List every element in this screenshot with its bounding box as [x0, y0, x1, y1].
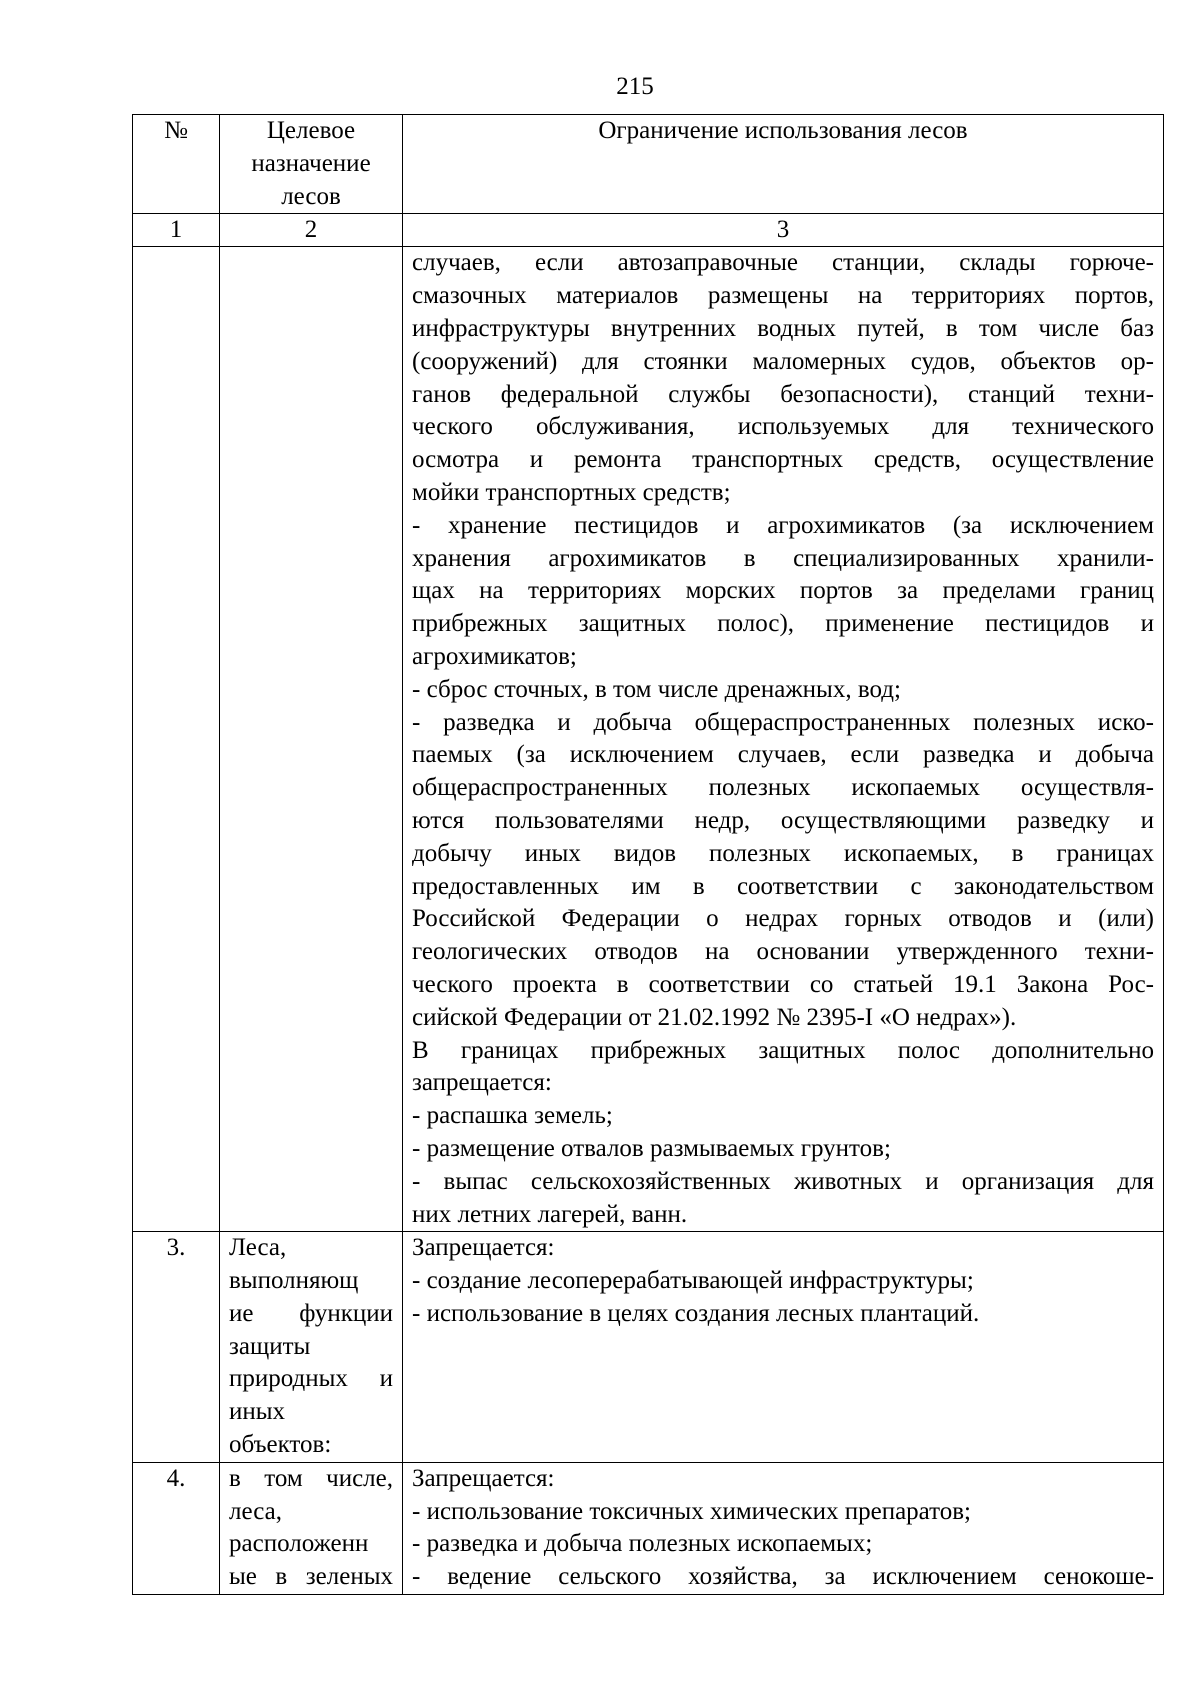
restriction-line: запрещается:: [412, 1069, 552, 1097]
restriction-line: ются пользователями недр, осуществляющими разведку и: [412, 806, 1154, 834]
restriction-line: добычу иных видов полезных ископаемых, в границах: [412, 839, 1154, 867]
restriction-line: - выпас сельскохозяйственных животных и организация для: [412, 1167, 1154, 1195]
forest-purpose-cell: [220, 1462, 403, 1594]
restriction-line: - сброс сточных, в том числе дренажных, вод;: [412, 675, 901, 703]
restriction-line: - разведка и добыча общераспространенных полезных иско-: [412, 708, 1154, 736]
column-number: 3: [403, 214, 1164, 247]
forest-purpose-line: иных: [229, 1398, 286, 1426]
restriction-line: щах на территориях морских портов за пределами границ: [412, 577, 1154, 605]
restriction-line: ческого проекта в соответствии со статьей 19.1 Закона Рос-: [412, 970, 1154, 998]
forest-purpose-line: ие функции: [229, 1299, 393, 1327]
header-number: №: [133, 115, 220, 214]
restriction-line: - создание лесоперерабатывающей инфраструктуры;: [412, 1267, 974, 1295]
header-forest-purpose-line: лесов: [281, 182, 341, 210]
restriction-line: предоставленных им в соответствии с законодательством: [412, 872, 1154, 900]
header-forest-purpose: [220, 115, 403, 214]
restriction-line: - ведение сельского хозяйства, за исключением сенокоше-: [412, 1563, 1154, 1591]
column-number: 2: [220, 214, 403, 247]
page-number: 215: [616, 73, 654, 100]
restriction-line: - разведка и добыча полезных ископаемых;: [412, 1530, 873, 1558]
header-forest-purpose-line: Целевое: [266, 117, 356, 144]
restriction-line: случаев, если автозаправочные станции, склады горюче-: [412, 249, 1154, 277]
forest-purpose-line: природных и: [229, 1365, 393, 1393]
restriction-cell: [403, 1232, 1164, 1463]
forest-purpose-line: Леса,: [229, 1234, 287, 1262]
restriction-line: смазочных материалов размещены на территориях портов,: [412, 282, 1154, 310]
row-number-cell: 4.: [133, 1462, 220, 1594]
restriction-line: - хранение пестицидов и агрохимикатов (за исключением: [412, 511, 1154, 539]
restriction-line: Запрещается:: [412, 1464, 555, 1492]
restriction-cell: [403, 247, 1164, 1232]
restriction-line: мойки транспортных средств;: [412, 478, 731, 506]
column-number: 1: [133, 214, 220, 247]
restriction-line: паемых (за исключением случаев, если разведка и добыча: [412, 741, 1154, 769]
restriction-line: - использование токсичных химических препаратов;: [412, 1497, 971, 1525]
forest-purpose-line: в том числе,: [229, 1464, 393, 1492]
forest-purpose-line: ые в зеленых: [229, 1563, 393, 1591]
forest-purpose-line: объектов:: [229, 1431, 332, 1459]
table-row: [133, 247, 1164, 1232]
table-row: [133, 1232, 1164, 1463]
header-forest-purpose-line: назначение: [251, 149, 371, 177]
forest-purpose-line: выполняющ: [229, 1267, 359, 1295]
restriction-line: сийской Федерации от 21.02.1992 № 2395-I «О недрах»).: [412, 1003, 1017, 1031]
row-number-cell: [133, 247, 220, 1232]
table-row: [133, 1462, 1164, 1594]
restriction-line: - распашка земель;: [412, 1102, 613, 1130]
restriction-line: геологических отводов на основании утвержденного техни-: [412, 938, 1154, 966]
forest-use-restrictions-table: [132, 114, 1164, 1595]
forest-purpose-line: защиты: [229, 1332, 311, 1360]
header-use-restriction: Ограничение использования лесов: [403, 115, 1164, 214]
restriction-line: инфраструктуры внутренних водных путей, в том числе баз: [412, 314, 1154, 342]
restriction-line: Российской Федерации о недрах горных отводов и (или): [412, 905, 1154, 933]
restriction-line: ческого обслуживания, используемых для технического: [412, 413, 1154, 441]
forest-purpose-line: леса,: [229, 1497, 282, 1525]
restriction-line: прибрежных защитных полос), применение пестицидов и: [412, 610, 1154, 638]
restriction-line: них летних лагерей, ванн.: [412, 1200, 688, 1228]
row-number-cell: 3.: [133, 1232, 220, 1463]
restriction-line: осмотра и ремонта транспортных средств, осуществление: [412, 446, 1154, 474]
restriction-line: общераспространенных полезных ископаемых осуществля-: [412, 774, 1154, 802]
restriction-line: ганов федеральной службы безопасности), станций техни-: [412, 380, 1154, 408]
restriction-cell: [403, 1462, 1164, 1594]
table-header-row: [133, 115, 1164, 214]
forest-purpose-cell: [220, 1232, 403, 1463]
restriction-line: - размещение отвалов размываемых грунтов;: [412, 1134, 891, 1162]
restriction-line: агрохимикатов;: [412, 642, 577, 670]
restriction-line: (сооружений) для стоянки маломерных судов, объектов ор-: [412, 347, 1154, 375]
restriction-line: - использование в целях создания лесных плантаций.: [412, 1299, 980, 1327]
restriction-line: Запрещается:: [412, 1234, 555, 1262]
restriction-line: В границах прибрежных защитных полос дополнительно: [412, 1036, 1154, 1064]
restriction-line: хранения агрохимикатов в специализированных хранили-: [412, 544, 1154, 572]
column-number-row: [133, 214, 1164, 247]
forest-purpose-line: расположенн: [229, 1530, 369, 1558]
forest-purpose-cell: [220, 247, 403, 1232]
